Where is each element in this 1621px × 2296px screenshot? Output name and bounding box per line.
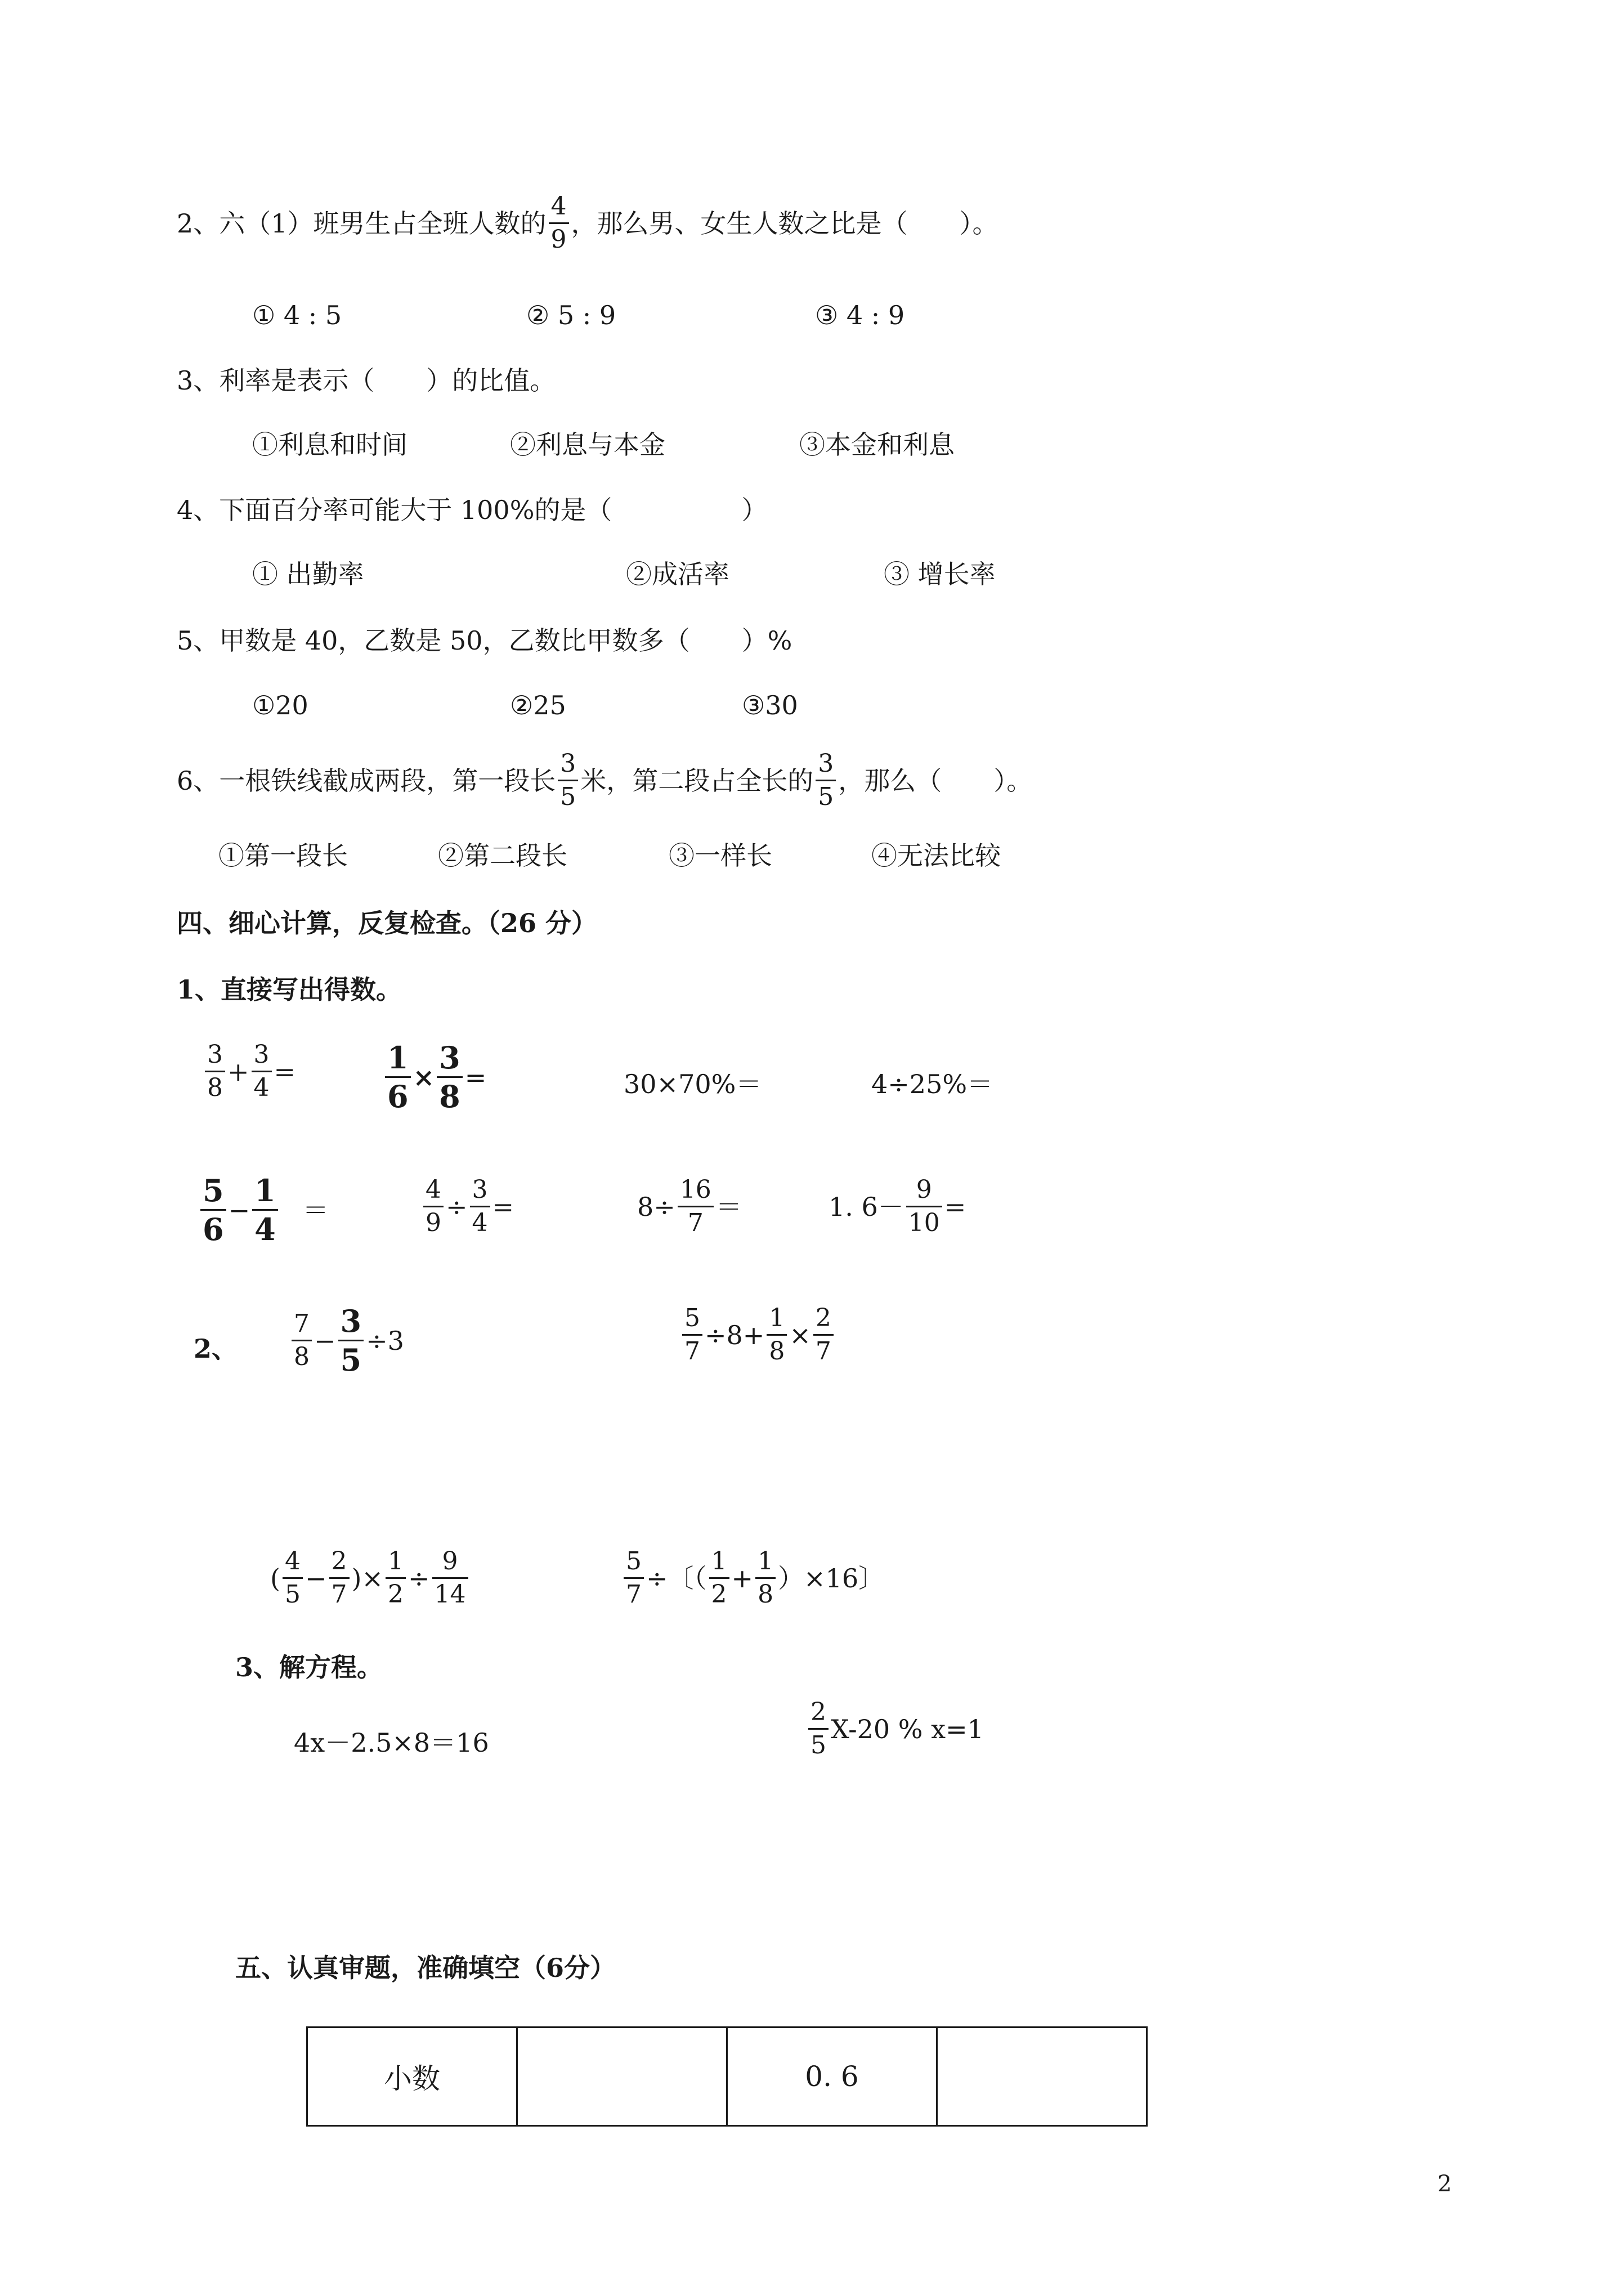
step-calc: $\frac{7}{8}$ − $\frac{3}{5}$ ÷3 <box>289 1306 404 1375</box>
subsection-3-title: 3、解方程。 <box>235 1652 383 1682</box>
option: ② 5 : 9 <box>526 300 616 330</box>
fraction: $\frac{3}{5}$ <box>816 751 836 809</box>
section-5-title: 五、认真审题，准确填空（6分） <box>235 1953 616 1983</box>
subsection-2-title: 2、 <box>194 1333 238 1364</box>
calc-item: $\frac{5}{6}$ − $\frac{1}{4}$ ＝ <box>198 1175 329 1245</box>
option: ③ 增长率 <box>884 559 996 589</box>
calc-item: $\frac{4}{9}$ ÷ $\frac{3}{4}$ = <box>421 1178 514 1236</box>
question-6-text-mid: 米，第二段占全长的 <box>580 765 814 796</box>
option: ④无法比较 <box>871 840 1001 871</box>
section-4-title: 四、细心计算，反复检查。（26 分） <box>177 908 598 938</box>
step-calc: ( $\frac{4}{5}$ − $\frac{2}{7}$ )× $\frac{1}{2}$ ÷ $\frac{9}{14}$ <box>270 1549 471 1607</box>
question-3: 3、利率是表示（ ）的比值。 <box>177 365 556 396</box>
option: ③本金和利息 <box>799 429 955 460</box>
fraction: $\frac{3}{5}$ <box>558 751 578 809</box>
step-calc: $\frac{5}{7}$ ÷〔（ $\frac{1}{2}$ + $\frac{1}{8}$ ）×16〕 <box>621 1549 884 1607</box>
table-cell <box>937 2028 1147 2126</box>
option: ②25 <box>510 690 566 720</box>
option: ③30 <box>742 690 798 720</box>
calc-item: 1. 6－ $\frac{9}{10}$ = <box>829 1175 966 1237</box>
calc-item: 4÷25%＝ <box>871 1069 993 1099</box>
option: ① 4 : 5 <box>252 300 342 330</box>
question-4: 4、下面百分率可能大于 100%的是（ ） <box>177 495 768 525</box>
option: ① 出勤率 <box>252 559 364 589</box>
equation: $\frac{2}{5}$ X-20 % x=1 <box>806 1700 984 1758</box>
option: ①第一段长 <box>218 840 348 871</box>
calc-item: 30×70%＝ <box>624 1069 762 1099</box>
option: ②成活率 <box>626 559 729 589</box>
page-number: 2 <box>1438 2171 1452 2197</box>
question-2 <box>177 194 998 252</box>
fraction: $\frac{4}{9}$ <box>549 194 569 252</box>
option: ②第二段长 <box>438 840 567 871</box>
table-cell: 0. 6 <box>727 2028 937 2126</box>
option: ①利息和时间 <box>252 429 408 460</box>
question-5: 5、甲数是 40，乙数是 50，乙数比甲数多（ ）% <box>177 625 792 656</box>
option: ③ 4 : 9 <box>815 300 905 330</box>
option: ③一样长 <box>669 840 772 871</box>
step-calc: $\frac{5}{7}$ ÷8+ $\frac{1}{8}$ × $\frac{2}{7}$ <box>680 1306 836 1364</box>
subsection-1-title: 1、直接写出得数。 <box>177 974 402 1005</box>
option: ①20 <box>252 690 308 720</box>
question-6-text-end: ，那么（ ）。 <box>838 765 1033 796</box>
question-2-text-end: ，那么男、女生人数之比是（ ）。 <box>571 208 998 239</box>
table-cell <box>517 2028 727 2126</box>
question-2-text: 2、六（1）班男生占全班人数的 <box>177 208 547 239</box>
table-cell: 小数 <box>307 2028 517 2126</box>
option: ②利息与本金 <box>510 429 665 460</box>
calc-item: $\frac{1}{6}$ × $\frac{3}{8}$ = <box>383 1042 486 1112</box>
calc-item: 8÷ $\frac{16}{7}$ ＝ <box>637 1175 742 1237</box>
equation: 4x－2.5×8＝16 <box>294 1727 489 1758</box>
question-6 <box>177 751 1032 809</box>
fill-table <box>306 2026 1148 2127</box>
calc-item: $\frac{3}{8}$ + $\frac{3}{4}$ = <box>203 1042 295 1100</box>
table-row <box>307 2028 1147 2126</box>
question-6-text: 6、一根铁线截成两段，第一段长 <box>177 765 556 796</box>
